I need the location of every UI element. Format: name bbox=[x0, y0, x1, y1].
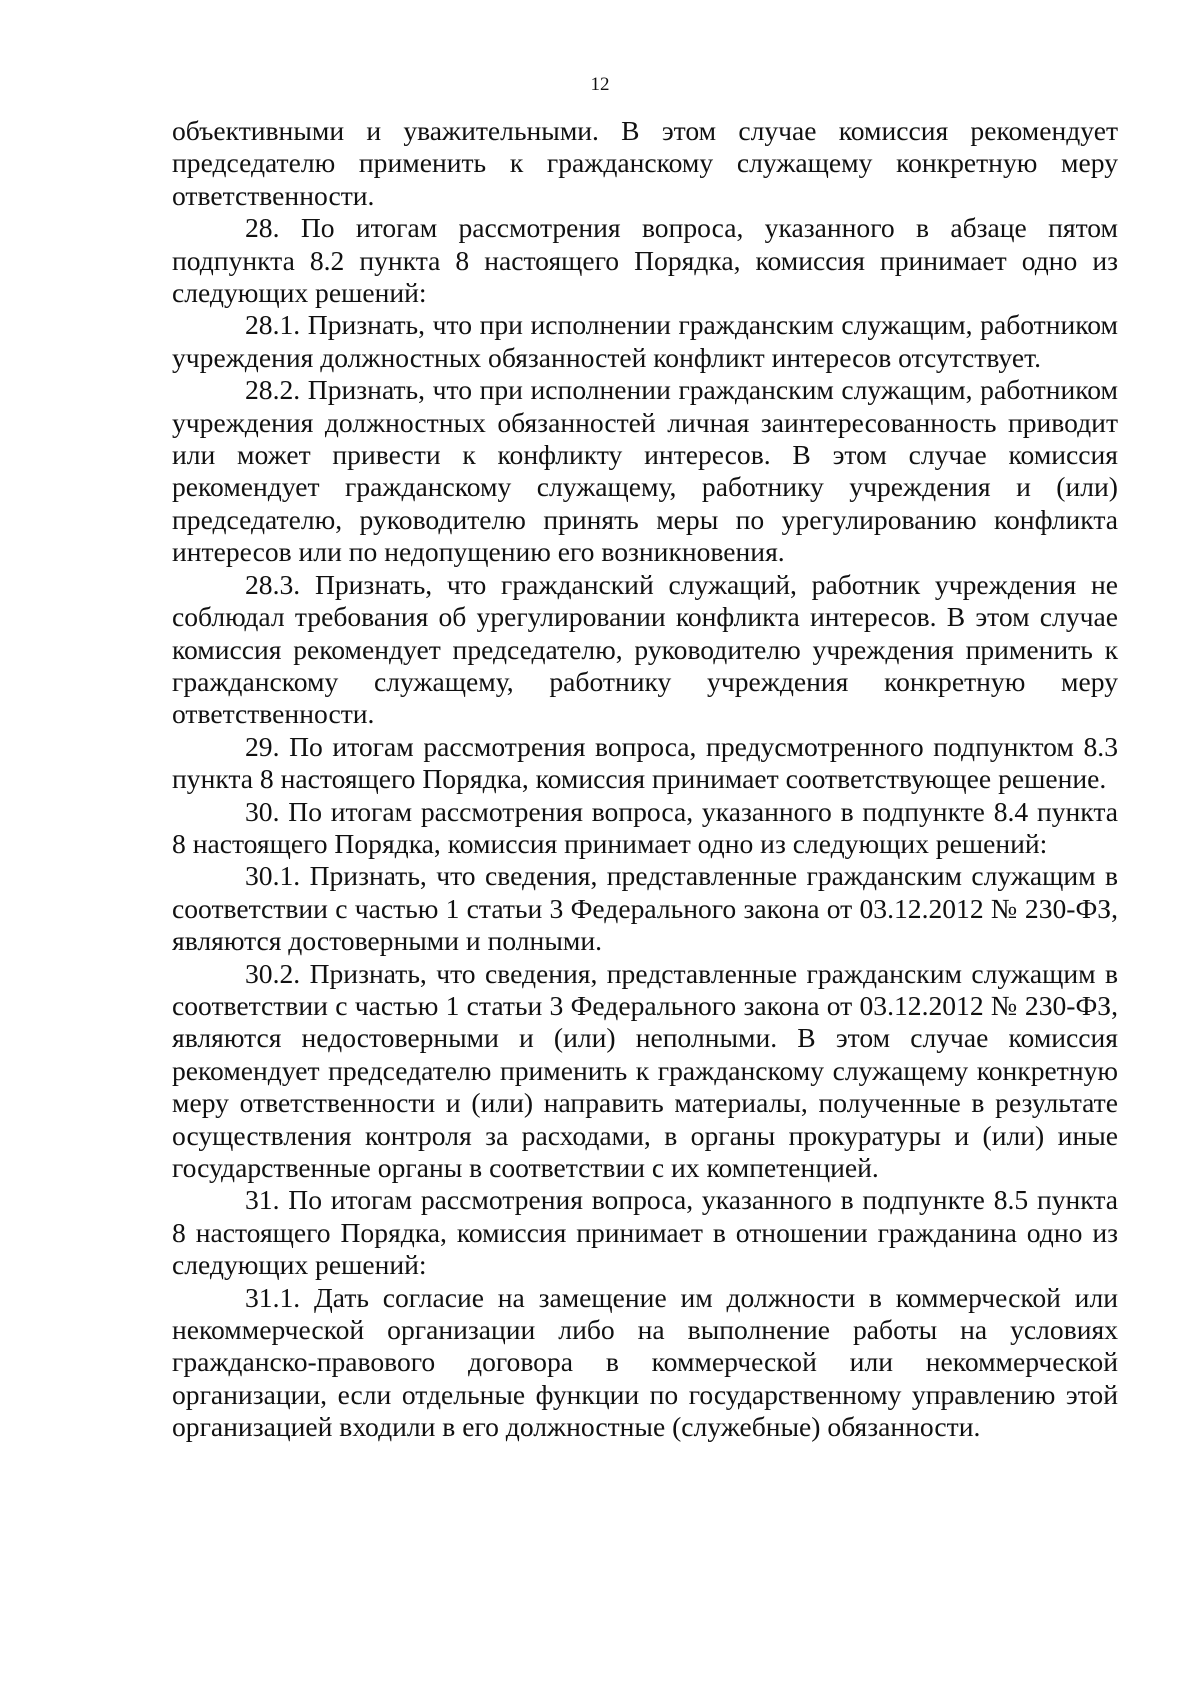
paragraph-30-1: 30.1. Признать, что сведения, представленные гражданским служащим в соответствии с частью 1 статьи 3 Федерального закона от 03.12.2012 № 230-ФЗ, являются достоверными и полными. bbox=[172, 860, 1118, 957]
paragraph-29: 29. По итогам рассмотрения вопроса, предусмотренного подпунктом 8.3 пункта 8 настоящего Порядка, комиссия принимает соответствующее решение. bbox=[172, 730, 1118, 795]
paragraph-30-2: 30.2. Признать, что сведения, представленные гражданским служащим в соответствии с частью 1 статьи 3 Федерального закона от 03.12.2012 № 230-ФЗ, являются недостоверными и (или) неполными. В этом случае комиссия рекомендует председателю применить к гражданскому служащему конкретную меру ответственности и (или) направить материалы, полученные в результате осуществления контроля за расходами, в органы прокуратуры и (или) иные государственные органы в соответствии с их компетенцией. bbox=[172, 957, 1118, 1183]
paragraph-28-3: 28.3. Признать, что гражданский служащий, работник учреждения не соблюдал требования об урегулировании конфликта интересов. В этом случае комиссия рекомендует председателю, руководителю учреждения применить к гражданскому служащему, работнику учреждения конкретную меру ответственности. bbox=[172, 568, 1118, 730]
paragraph-continuation: объективными и уважительными. В этом случае комиссия рекомендует председателю применить к гражданскому служащему конкретную меру ответственности. bbox=[172, 115, 1118, 211]
document-body bbox=[172, 115, 1118, 1444]
paragraph-28-1: 28.1. Признать, что при исполнении гражданским служащим, работником учреждения должностных обязанностей конфликт интересов отсутствует. bbox=[172, 309, 1118, 373]
page-number: 12 bbox=[590, 74, 610, 95]
paragraph-30: 30. По итогам рассмотрения вопроса, указанного в подпункте 8.4 пункта 8 настоящего Порядка, комиссия принимает одно из следующих решений: bbox=[172, 795, 1118, 859]
paragraph-31: 31. По итогам рассмотрения вопроса, указанного в подпункте 8.5 пункта 8 настоящего Порядка, комиссия принимает в отношении гражданина одно из следующих решений: bbox=[172, 1184, 1118, 1281]
paragraph-28-2: 28.2. Признать, что при исполнении гражданским служащим, работником учреждения должностных обязанностей личная заинтересованность приводит или может привести к конфликту интересов. В этом случае комиссия рекомендует гражданскому служащему, работнику учреждения и (или) председателю, руководителю принять меры по урегулированию конфликта интересов или по недопущению его возникновения. bbox=[172, 374, 1118, 568]
paragraph-31-1: 31.1. Дать согласие на замещение им должности в коммерческой или некоммерческой организации либо на выполнение работы на условиях гражданско-правового договора в коммерческой или некоммерческой организации, если отдельные функции по государственному управлению этой организацией входили в его должностные (служебные) обязанности. bbox=[172, 1281, 1118, 1443]
paragraph-28: 28. По итогам рассмотрения вопроса, указанного в абзаце пятом подпункта 8.2 пункта 8 настоящего Порядка, комиссия принимает одно из следующих решений: bbox=[172, 212, 1118, 309]
